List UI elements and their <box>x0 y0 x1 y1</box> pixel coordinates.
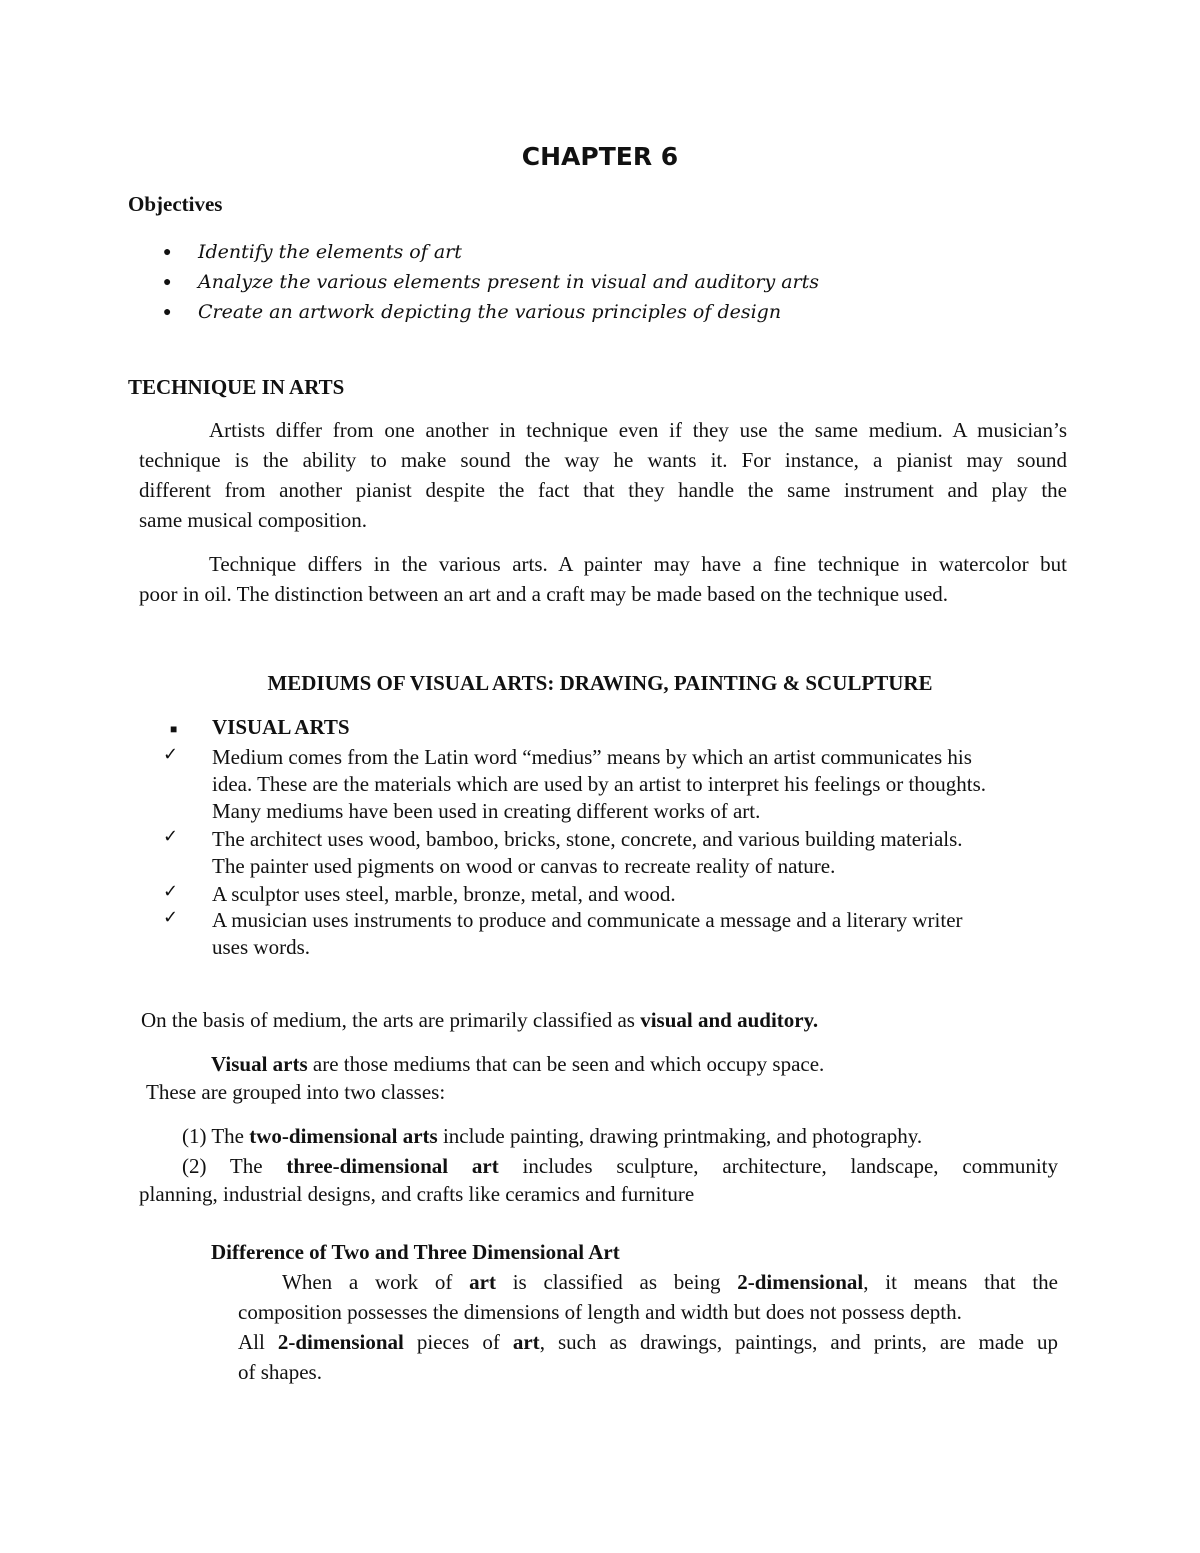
objective-item: Create an artwork depicting the various principles of design <box>198 301 782 323</box>
difference-text: , such as drawings, paintings, and prints, are made up <box>539 1330 1058 1354</box>
paragraph-line: Technique differs in the various arts. A painter may have a fine technique in watercolor but <box>209 552 1067 576</box>
mediums-heading: MEDIUMS OF VISUAL ARTS: DRAWING, PAINTING & SCULPTURE <box>267 671 933 695</box>
class-two-prefix: (2) The <box>182 1154 287 1178</box>
difference-text: , it means that the <box>863 1270 1058 1294</box>
paragraph-line: poor in oil. The distinction between an art and a craft may be made based on the technique used. <box>139 582 949 606</box>
class-one <box>182 1124 922 1149</box>
difference-term: art <box>512 1330 540 1354</box>
paragraph-line: technique is the ability to make sound the way he wants it. For instance, a pianist may sound <box>139 448 1067 472</box>
technique-heading: TECHNIQUE IN ARTS <box>128 375 345 399</box>
chapter-title: CHAPTER 6 <box>521 142 679 171</box>
list-line: idea. These are the materials which are used by an artist to interpret his feelings or thoughts. <box>212 772 987 796</box>
class-one-prefix: (1) The <box>182 1124 250 1148</box>
objectives-heading: Objectives <box>128 192 223 216</box>
visual-arts-subheading: VISUAL ARTS <box>212 715 350 739</box>
bullet-icon: ● <box>163 245 172 260</box>
list-line: A musician uses instruments to produce and communicate a message and a literary writer <box>212 908 963 932</box>
objective-item: Analyze the various elements present in visual and auditory arts <box>198 271 820 293</box>
visual-arts-term: Visual arts <box>211 1052 308 1076</box>
visual-arts-line <box>211 1052 824 1077</box>
class-two <box>182 1154 1058 1179</box>
basis-text: On the basis of medium, the arts are primarily classified as <box>141 1008 641 1032</box>
list-line: Medium comes from the Latin word “medius” means by which an artist communicates his <box>212 745 972 769</box>
class-two-text: includes sculpture, architecture, landscape, community <box>498 1154 1058 1178</box>
class-one-text: include painting, drawing printmaking, and photography. <box>437 1124 923 1148</box>
difference-heading: Difference of Two and Three Dimensional Art <box>211 1240 620 1264</box>
difference-text: is classified as being <box>495 1270 738 1294</box>
difference-text: When a work of <box>282 1270 470 1294</box>
class-two-term: three-dimensional art <box>286 1154 499 1178</box>
square-bullet-icon: ■ <box>170 722 178 736</box>
class-two-line2: planning, industrial designs, and crafts like ceramics and furniture <box>139 1182 695 1206</box>
difference-line <box>238 1330 1058 1355</box>
list-line: The painter used pigments on wood or canvas to recreate reality of nature. <box>212 854 836 878</box>
objective-item: Identify the elements of art <box>198 241 462 263</box>
difference-line <box>282 1270 1058 1295</box>
paragraph-line: Artists differ from one another in technique even if they use the same medium. A musician’s <box>209 418 1067 442</box>
list-line: The architect uses wood, bamboo, bricks, stone, concrete, and various building materials. <box>212 827 963 851</box>
visual-arts-line2: These are grouped into two classes: <box>146 1080 446 1104</box>
difference-line: composition possesses the dimensions of length and width but does not possess depth. <box>238 1300 962 1324</box>
difference-term: art <box>469 1270 496 1294</box>
checkmark-icon: ✓ <box>163 826 179 847</box>
bullet-icon: ● <box>163 275 172 290</box>
checkmark-icon: ✓ <box>163 744 179 765</box>
checkmark-icon: ✓ <box>163 881 179 902</box>
paragraph-line: different from another pianist despite the fact that they handle the same instrument and play the <box>139 478 1067 502</box>
checkmark-icon: ✓ <box>163 907 179 928</box>
list-line: Many mediums have been used in creating different works of art. <box>212 799 761 823</box>
difference-text: pieces of <box>403 1330 513 1354</box>
difference-line: of shapes. <box>238 1360 322 1384</box>
difference-term: 2-dimensional <box>277 1330 404 1354</box>
basis-bold: visual and auditory. <box>640 1008 819 1032</box>
paragraph-line: same musical composition. <box>139 508 368 532</box>
basis-paragraph <box>141 1008 818 1033</box>
class-one-term: two-dimensional arts <box>249 1124 438 1148</box>
bullet-icon: ● <box>163 305 172 320</box>
difference-text: All <box>238 1330 278 1354</box>
visual-arts-text: are those mediums that can be seen and which occupy space. <box>307 1052 825 1076</box>
list-line: uses words. <box>212 935 310 959</box>
difference-term: 2-dimensional <box>737 1270 864 1294</box>
list-line: A sculptor uses steel, marble, bronze, metal, and wood. <box>212 882 676 906</box>
